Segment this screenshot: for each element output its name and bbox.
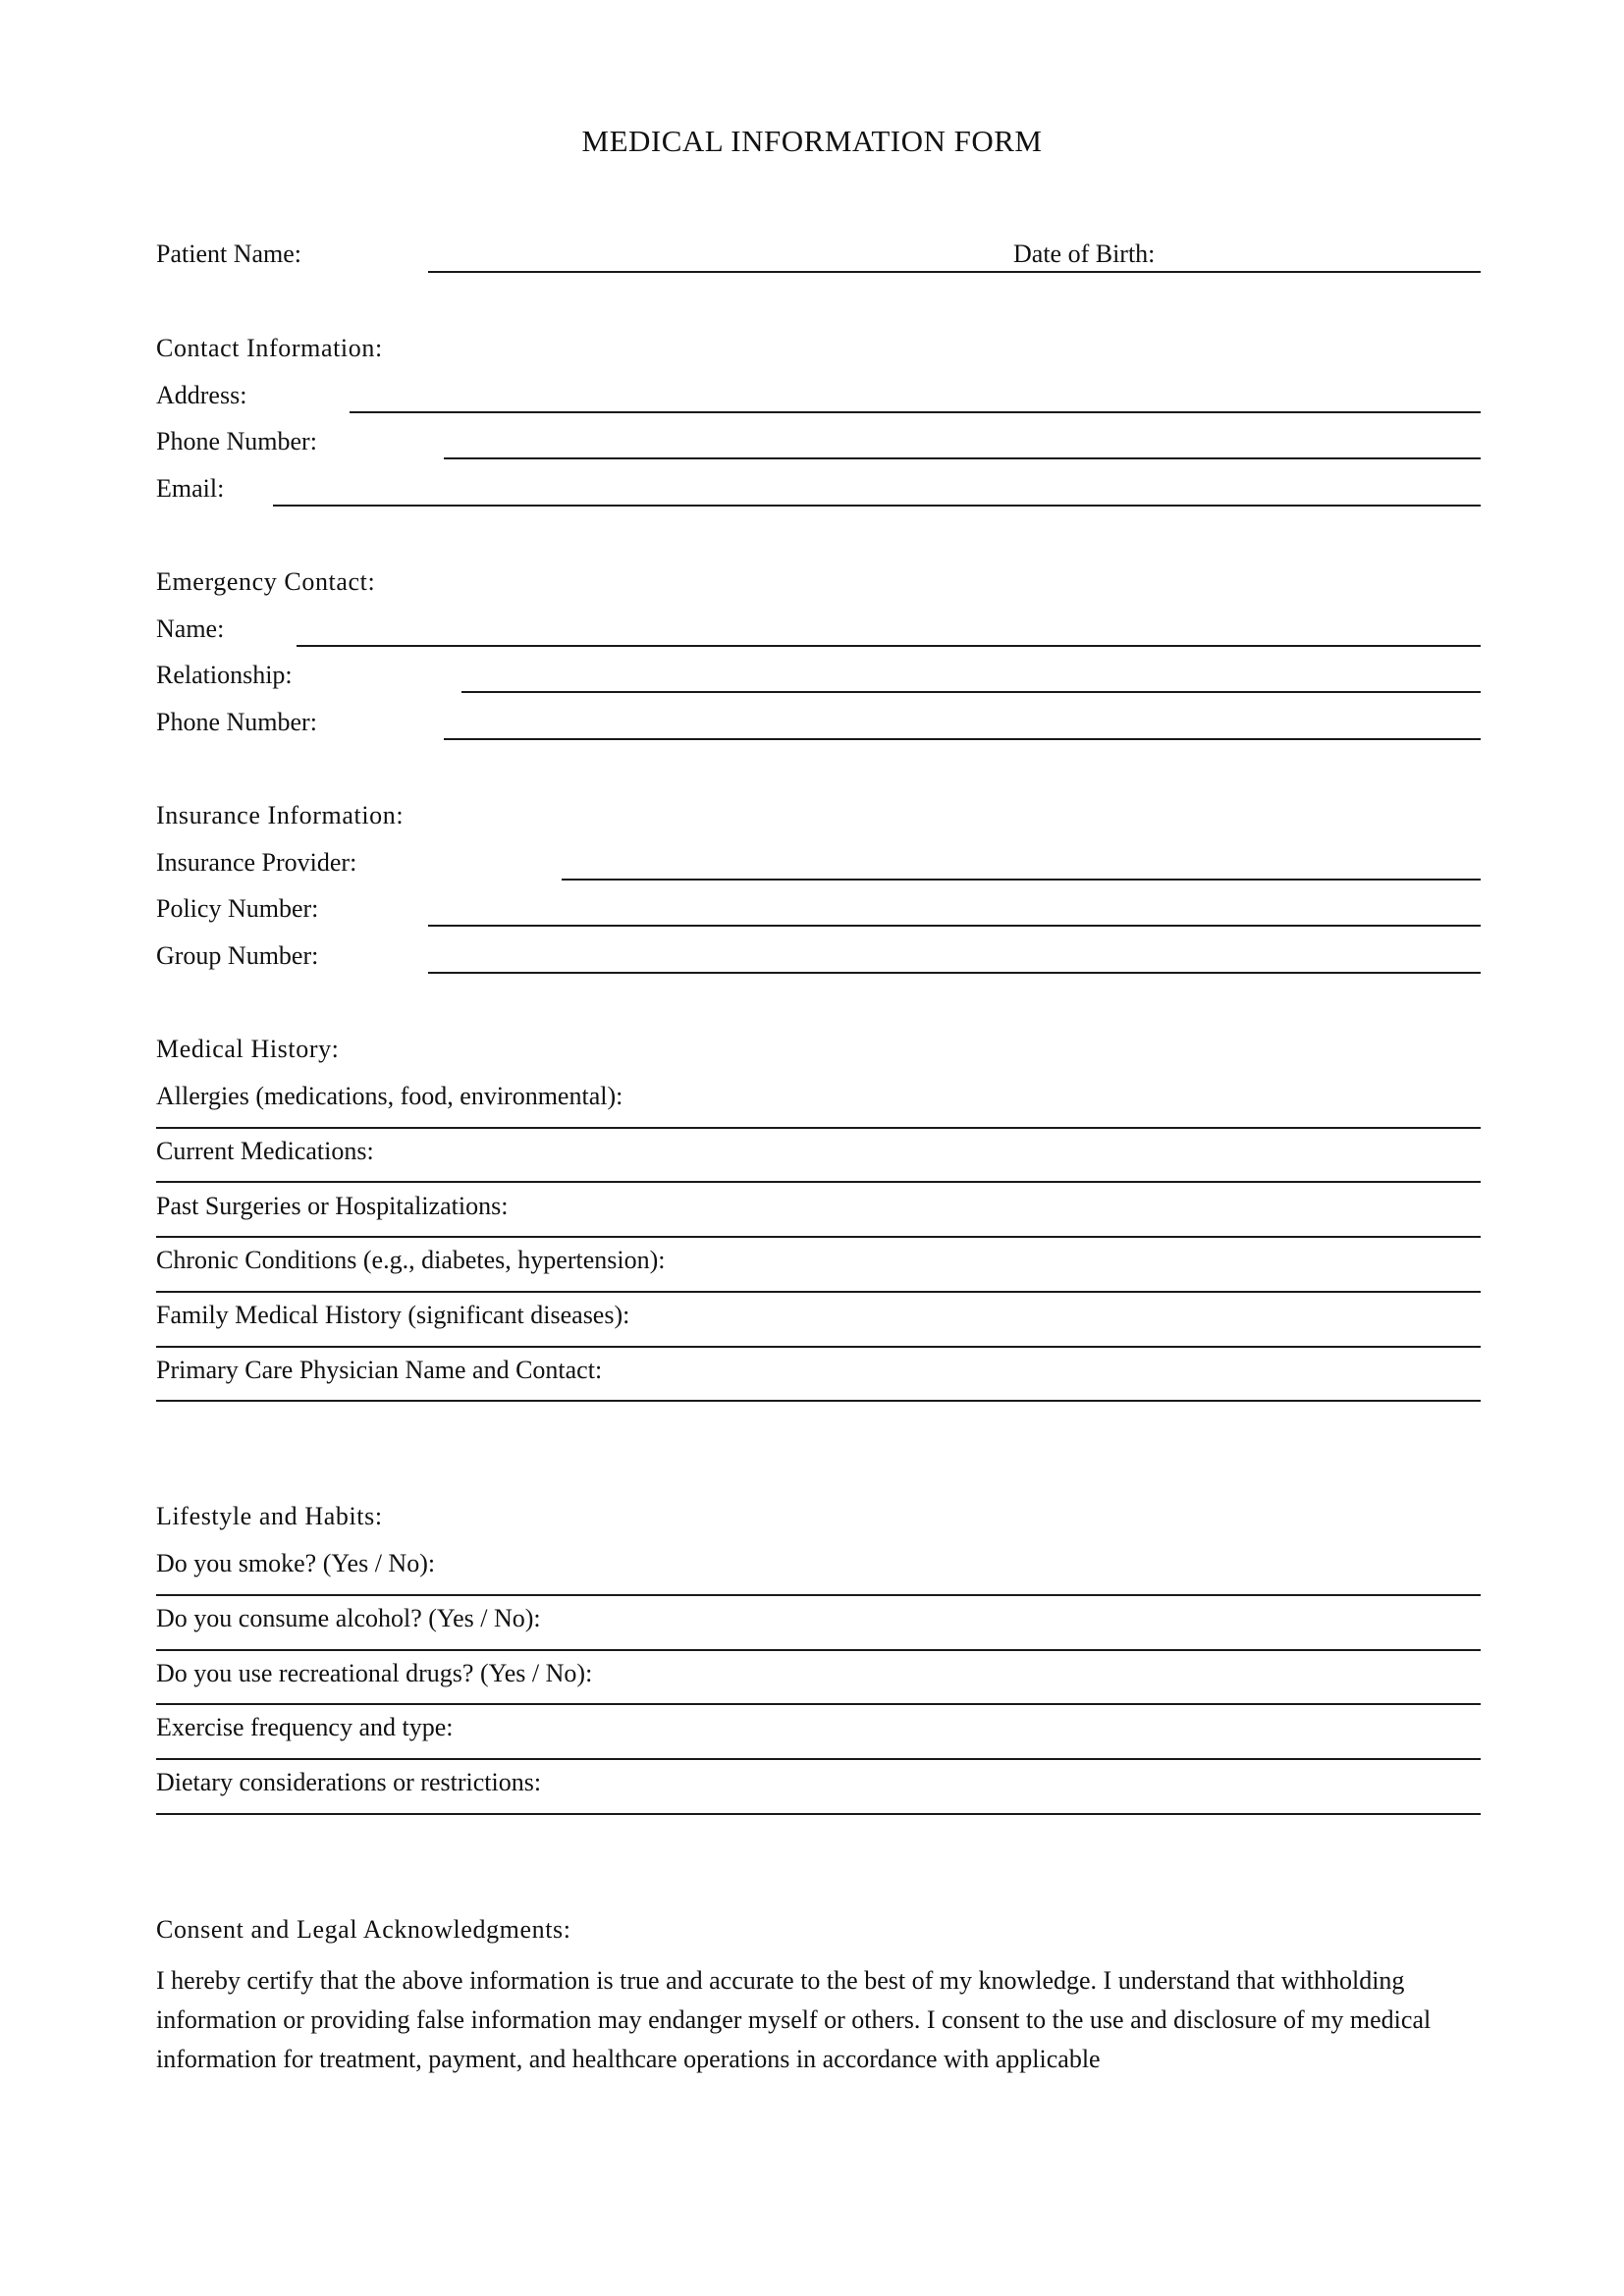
relationship-label: Relationship: [156, 661, 293, 689]
address-field[interactable] [350, 411, 1481, 413]
emergency-phone-field[interactable] [444, 738, 1481, 740]
consent-paragraph: I hereby certify that the above information is true and accurate to the best of my knowledge. I understand that withholding information or providing false information may endanger myself or others. I consent to the use and disclosure of my medical information for treatment, payment, and healthcare operations in accordance with applicable [156, 1966, 1432, 2073]
patient-name-label: Patient Name: [156, 240, 302, 268]
exercise-label: Exercise frequency and type: [156, 1713, 454, 1741]
contact-info-heading: Contact Information: [156, 334, 383, 362]
consent-heading: Consent and Legal Acknowledgments: [156, 1915, 571, 1944]
past-surgeries-label: Past Surgeries or Hospitalizations: [156, 1192, 509, 1220]
recreational-drugs-field[interactable] [156, 1703, 1481, 1705]
lifestyle-heading: Lifestyle and Habits: [156, 1502, 383, 1530]
group-number-label: Group Number: [156, 941, 319, 970]
primary-care-physician-label: Primary Care Physician Name and Contact: [156, 1356, 603, 1384]
allergies-field[interactable] [156, 1127, 1481, 1129]
emergency-contact-heading: Emergency Contact: [156, 567, 376, 596]
emergency-name-label: Name: [156, 614, 225, 643]
past-surgeries-field[interactable] [156, 1236, 1481, 1238]
smoke-label: Do you smoke? (Yes / No): [156, 1549, 436, 1577]
patient-name-field[interactable] [428, 271, 1011, 273]
exercise-field[interactable] [156, 1758, 1481, 1760]
primary-care-physician-field[interactable] [156, 1400, 1481, 1402]
date-of-birth-field[interactable] [1011, 271, 1481, 273]
medical-history-heading: Medical History: [156, 1035, 340, 1063]
alcohol-field[interactable] [156, 1649, 1481, 1651]
allergies-label: Allergies (medications, food, environmental): [156, 1082, 623, 1110]
policy-number-field[interactable] [428, 925, 1481, 927]
group-number-field[interactable] [428, 972, 1481, 974]
smoke-field[interactable] [156, 1594, 1481, 1596]
email-field[interactable] [273, 505, 1481, 507]
current-medications-label: Current Medications: [156, 1137, 374, 1165]
dietary-field[interactable] [156, 1813, 1481, 1815]
phone-number-label: Phone Number: [156, 427, 317, 455]
date-of-birth-label: Date of Birth: [1013, 240, 1156, 268]
relationship-field[interactable] [461, 691, 1481, 693]
chronic-conditions-field[interactable] [156, 1291, 1481, 1293]
form-title: MEDICAL INFORMATION FORM [581, 124, 1043, 158]
phone-number-field[interactable] [444, 457, 1481, 459]
dietary-label: Dietary considerations or restrictions: [156, 1768, 542, 1796]
recreational-drugs-label: Do you use recreational drugs? (Yes / No): [156, 1659, 593, 1687]
family-history-field[interactable] [156, 1346, 1481, 1348]
family-history-label: Family Medical History (significant diseases): [156, 1301, 630, 1329]
alcohol-label: Do you consume alcohol? (Yes / No): [156, 1604, 541, 1632]
emergency-name-field[interactable] [297, 645, 1481, 647]
address-label: Address: [156, 381, 247, 409]
email-label: Email: [156, 474, 225, 503]
insurance-info-heading: Insurance Information: [156, 801, 405, 829]
current-medications-field[interactable] [156, 1181, 1481, 1183]
emergency-phone-label: Phone Number: [156, 708, 317, 736]
chronic-conditions-label: Chronic Conditions (e.g., diabetes, hypertension): [156, 1246, 666, 1274]
insurance-provider-label: Insurance Provider: [156, 848, 357, 877]
policy-number-label: Policy Number: [156, 894, 319, 923]
insurance-provider-field[interactable] [562, 879, 1481, 881]
